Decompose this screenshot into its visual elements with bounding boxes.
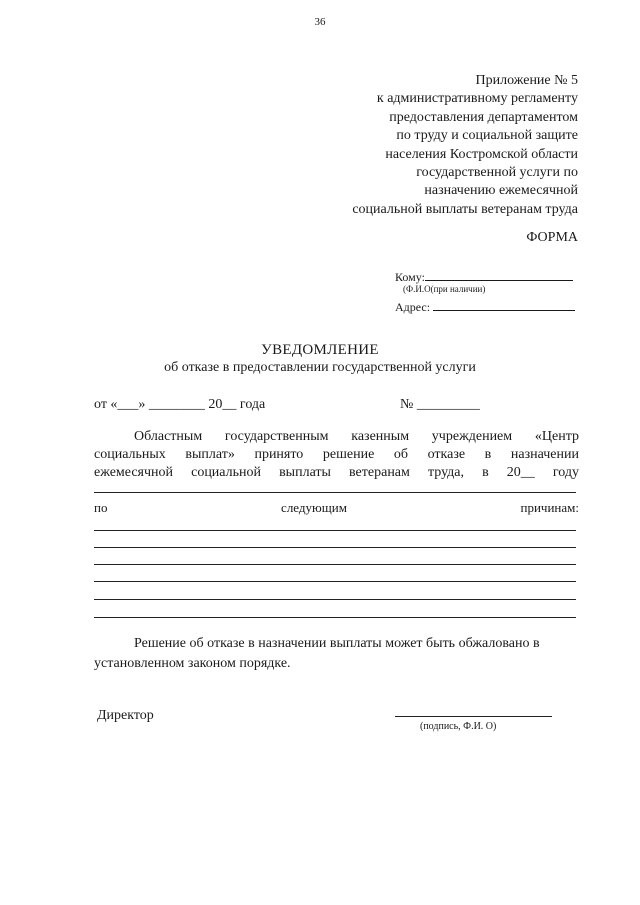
notice-number: № _________ <box>400 397 480 412</box>
page-number: 36 <box>314 16 326 28</box>
director-label: Директор <box>97 708 154 723</box>
reason-line[interactable] <box>94 564 576 565</box>
reasons-word: причинам: <box>520 500 579 515</box>
conclusion-text: Решение об отказе в назначении выплаты может быть обжаловано в установленном законом порядке. <box>94 636 540 671</box>
appendix-line: назначению ежемесячной <box>424 183 578 199</box>
signature-hint: (подпись, Ф.И. О) <box>420 721 497 732</box>
fio-hint: (Ф.И.О(при наличии) <box>403 284 486 294</box>
notice-subtitle: об отказе в предоставлении государственной услуги <box>164 360 476 375</box>
date-line: от «___» ________ 20__ года <box>94 397 266 412</box>
blank-line[interactable] <box>94 492 576 493</box>
notice-title: УВЕДОМЛЕНИЕ <box>261 342 379 358</box>
signature-line[interactable] <box>395 716 552 717</box>
address-label: Адрес: <box>395 300 431 314</box>
appendix-line: населения Костромской области <box>385 146 578 162</box>
po-word: по <box>94 500 108 515</box>
recipient-to-label: Кому: <box>395 270 425 284</box>
reason-line[interactable] <box>94 599 576 600</box>
body-line: Областным государственным казенным учреждением «Центр <box>134 429 579 444</box>
appendix-line: предоставления департаментом <box>389 109 578 125</box>
address-field[interactable] <box>433 298 575 311</box>
reason-line[interactable] <box>94 617 576 618</box>
body-paragraph <box>94 428 579 482</box>
body-line: социальных выплат» принято решение об отказе в назначении <box>94 447 579 462</box>
reason-line[interactable] <box>94 530 576 531</box>
reasons-intro <box>94 500 579 516</box>
following-word: следующим <box>281 500 347 515</box>
body-line: ежемесячной социальной выплаты ветеранам труда, в 20__ году <box>94 465 579 480</box>
form-label: ФОРМА <box>526 230 578 245</box>
recipient-to <box>395 268 573 285</box>
appendix-header <box>352 72 578 219</box>
appendix-line: по труду и социальной защите <box>396 128 578 144</box>
reason-line[interactable] <box>94 581 576 582</box>
appendix-line: к административному регламенту <box>376 91 578 107</box>
recipient-to-field[interactable] <box>425 268 573 281</box>
recipient-address <box>395 298 575 315</box>
reason-line[interactable] <box>94 547 576 548</box>
appendix-line: социальной выплаты ветеранам труда <box>352 201 578 217</box>
appendix-line: Приложение № 5 <box>475 73 578 88</box>
appendix-line: государственной услуги по <box>416 165 578 181</box>
conclusion-paragraph <box>94 634 582 674</box>
